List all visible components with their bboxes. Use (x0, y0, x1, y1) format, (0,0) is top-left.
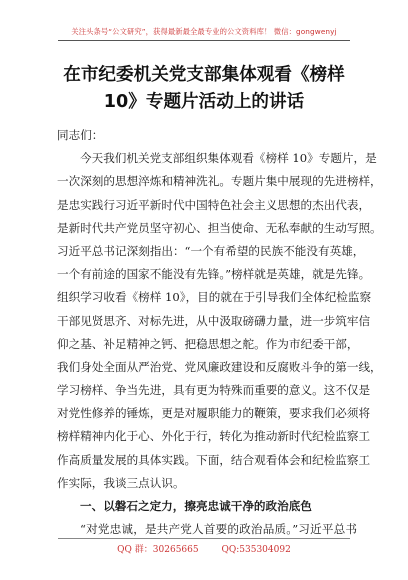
salutation: 同志们： (57, 128, 104, 142)
body-line: 干部见贤思齐、对标先进，从中汲取磅礴力量，进一步筑牢信 (57, 313, 371, 328)
document-title (45, 62, 363, 116)
body-line: 习近平总书记深刻指出：“一个有希望的民族不能没有英雄， (57, 243, 365, 258)
document-body (57, 124, 382, 541)
body-line: 组织学习收看《榜样 10》，目的就在于引导我们全体纪检监察 (57, 290, 372, 305)
body-line: 作高质量发展的具体实践。下面，结合观看体会和纪检监察工 (57, 452, 371, 467)
footer-contact (0, 542, 408, 555)
body-line: “对党忠诚，是共产党人首要的政治品质。”习近平总书 (80, 522, 357, 537)
section-heading: 一、以磐石之定力，擦亮忠诚干净的政治底色 (80, 499, 312, 513)
body-line: 一次深刻的思想淬炼和精神洗礼。专题片集中展现的先进榜样， (57, 174, 382, 189)
body-line: 学习榜样、争当先进，具有更为特殊而重要的意义。这不仅是 (57, 383, 371, 398)
footer-divider (58, 538, 350, 539)
header-notice: 关注头条号“公文研究”，获得最新最全最专业的公文资料库！ 微信：gongwenyj (71, 27, 337, 36)
body-line: 是忠实践行习近平新时代中国特色社会主义思想的杰出代表， (57, 197, 371, 212)
body-line: 一个有前途的国家不能没有先锋。”榜样就是英雄，就是先锋。 (57, 267, 371, 282)
header-divider (58, 40, 350, 41)
body-line: 我们身处全面从严治党、党风廉政建设和反腐败斗争的第一线， (57, 359, 382, 374)
footer-qq-group: QQ 群：30265665 (117, 545, 199, 555)
body-line: 是新时代共产党员坚守初心、担当使命、无私奉献的生动写照。 (57, 220, 382, 235)
body-line: 榜样精神内化于心、外化于行，转化为推动新时代纪检监察工 (57, 429, 371, 444)
body-line: 仰之基、补足精神之钙、把稳思想之舵。作为市纪委干部， (57, 336, 359, 351)
body-line: 对党性修养的锤炼，更是对履职能力的鞭策，要求我们必须将 (57, 406, 371, 421)
body-line: 作实际，我谈三点认识。 (57, 475, 185, 490)
footer-qq: QQ:535304092 (221, 545, 291, 555)
title-line-1: 在市纪委机关党支部集体观看《榜样 (63, 65, 345, 85)
body-line: 今天我们机关党支部组织集体观看《榜样 10》专题片，是 (80, 151, 377, 166)
title-line-2: 10》专题片活动上的讲话 (103, 92, 305, 112)
